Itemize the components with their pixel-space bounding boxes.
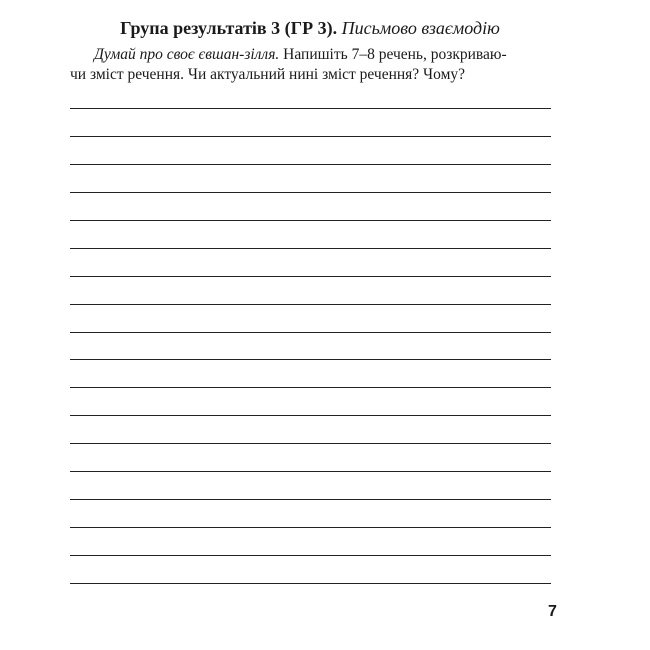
heading-title: Група результатів 3 (ГР 3).: [120, 18, 338, 38]
writing-line[interactable]: [70, 359, 551, 360]
writing-line[interactable]: [70, 415, 551, 416]
writing-line[interactable]: [70, 276, 551, 277]
writing-line[interactable]: [70, 387, 551, 388]
writing-line[interactable]: [70, 499, 551, 500]
writing-line[interactable]: [70, 332, 551, 333]
writing-line[interactable]: [70, 555, 551, 556]
writing-line[interactable]: [70, 136, 551, 137]
writing-line[interactable]: [70, 108, 551, 109]
writing-lines-area[interactable]: [70, 0, 551, 650]
writing-line[interactable]: [70, 443, 551, 444]
writing-line[interactable]: [70, 527, 551, 528]
task-line-2: чи зміст речення. Чи актуальний нині зміст речення? Чому?: [70, 66, 466, 83]
heading-subtitle: Письмово взаємодію: [341, 18, 500, 38]
task-line-1-rest: Напишіть 7–8 речень, розкриваю-: [283, 46, 507, 63]
writing-line[interactable]: [70, 471, 551, 472]
task-italic-lead: Думай про своє євшан-зілля.: [94, 46, 280, 63]
writing-line[interactable]: [70, 192, 551, 193]
writing-line[interactable]: [70, 164, 551, 165]
writing-line[interactable]: [70, 248, 551, 249]
writing-line[interactable]: [70, 304, 551, 305]
writing-line[interactable]: [70, 583, 551, 584]
writing-line[interactable]: [70, 220, 551, 221]
page-number: 7: [548, 603, 557, 620]
